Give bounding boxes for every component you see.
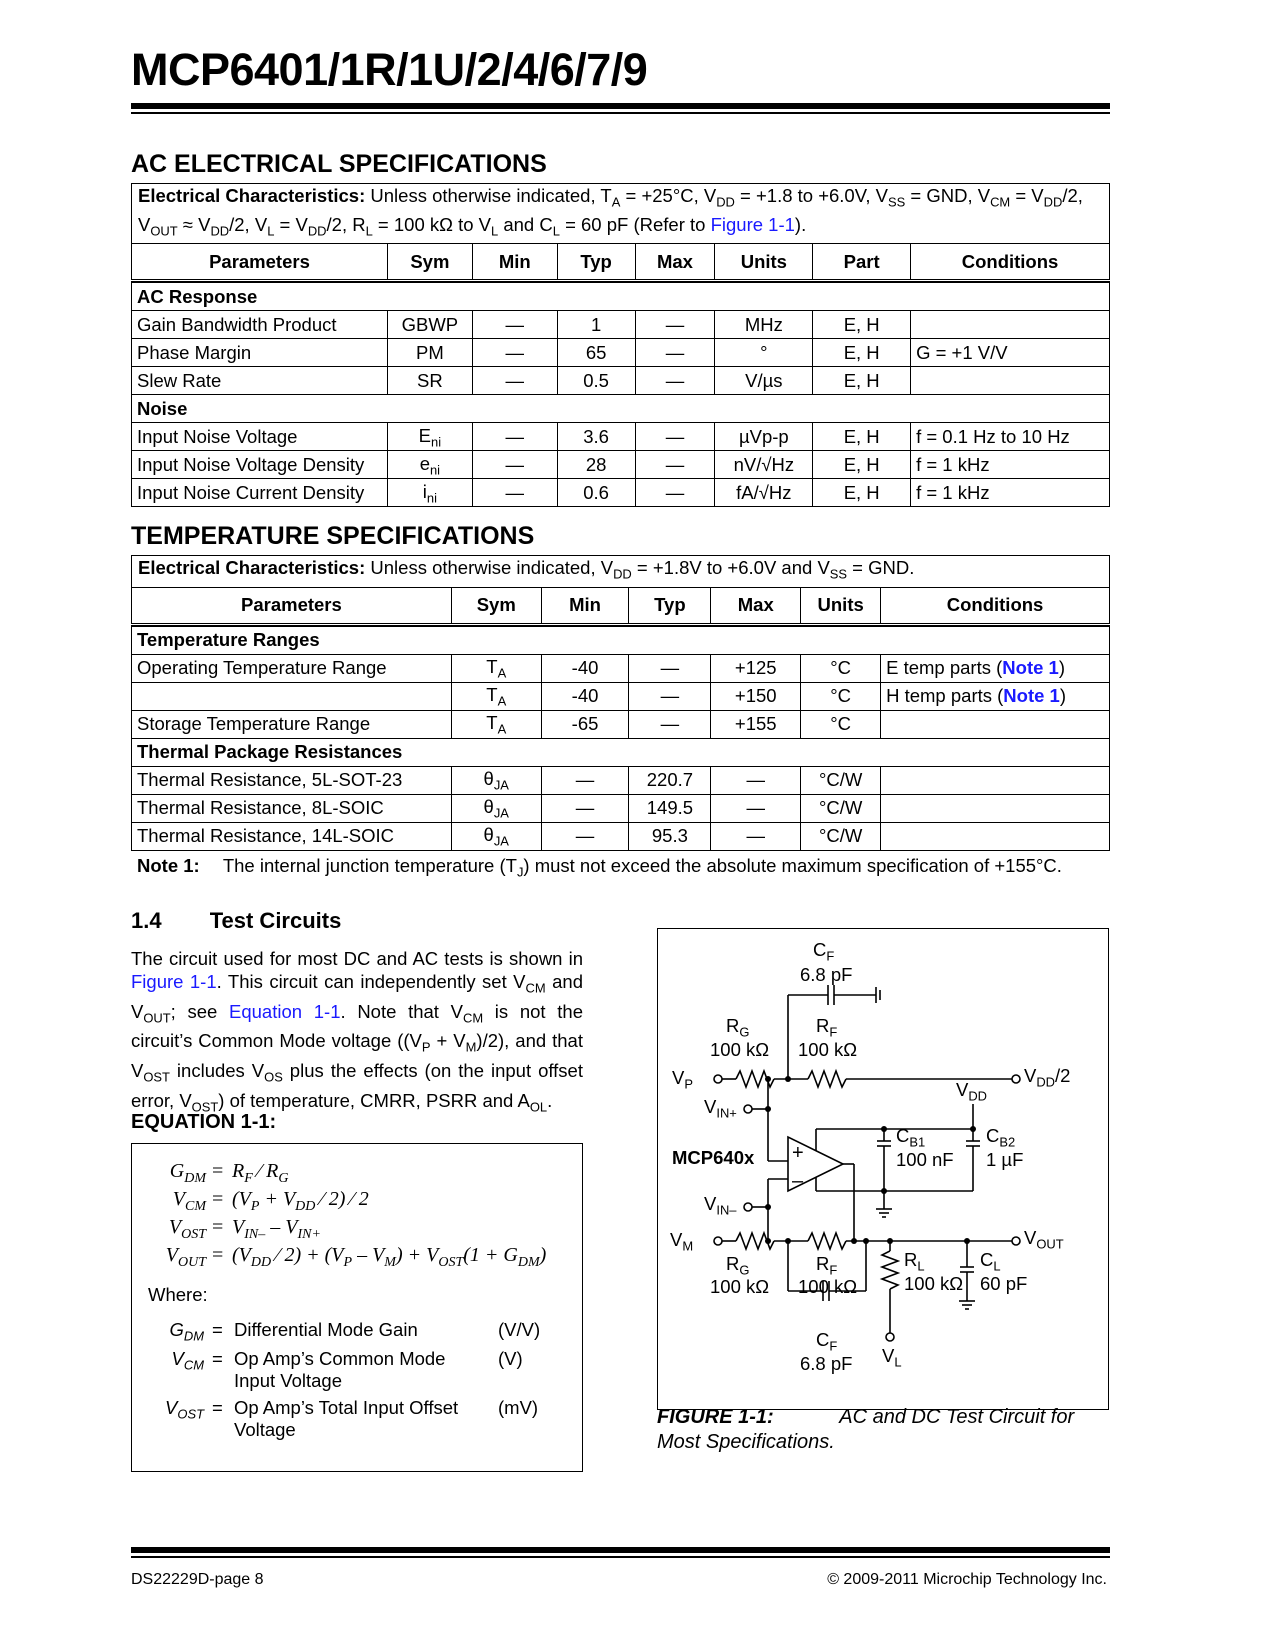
cf-top-value: 6.8 pF	[800, 964, 853, 985]
node-dot-6	[785, 1238, 791, 1244]
cell-typ: 1	[557, 311, 635, 339]
cell-units: µVp-p	[715, 423, 813, 451]
cell-max: +150	[711, 682, 801, 710]
vp-label: $V_P$	[672, 1067, 693, 1092]
column-header: Sym	[451, 587, 541, 624]
vdd2-terminal	[1012, 1075, 1020, 1083]
equation-box	[131, 1143, 583, 1472]
cell-units: °C	[801, 710, 881, 738]
cell-min: —	[541, 766, 629, 794]
test-circuits-body: The circuit used for most DC and AC tests is shown in Figure 1-1. This circuit can independently set $V_{CM}$ and $V_{OUT}$; see Equation 1-1. Note that $V_{CM}$ is not the circuit’s Common Mode voltage $((V_P + V_M)/2)$, and that $V_{OST}$ includes $V_{OS}$ plus the effects (on the input offset error, $V_{OST}$) of temperature, CMRR, PSRR and $A_{OL}$.	[131, 948, 583, 1115]
cell-param	[132, 682, 452, 710]
cell-max: —	[711, 794, 801, 822]
cell-max: —	[711, 822, 801, 850]
definition-unit: (V)	[498, 1348, 523, 1369]
temp-spec-table	[131, 555, 1110, 851]
node-dot-5	[765, 1238, 771, 1244]
cell-typ: —	[629, 710, 711, 738]
table-row	[132, 682, 1110, 710]
table-row	[132, 367, 1110, 395]
cell-min: —	[472, 339, 557, 367]
figure-caption	[657, 1405, 1107, 1455]
rf-top-label: $R_F$	[816, 1015, 838, 1040]
cell-units: fA/√Hz	[715, 479, 813, 507]
definition-symbol: $G_{DM}$	[169, 1319, 204, 1344]
table-row	[132, 423, 1110, 451]
equation-rhs: ($V_P + V_{DD}$ ⁄ 2) ⁄ 2	[232, 1188, 369, 1214]
equation-lhs: $G_{DM}$	[169, 1160, 206, 1186]
cell-units: °C/W	[801, 794, 881, 822]
cell-units: °C	[801, 654, 881, 682]
cell-cond: E temp parts (Note 1)	[881, 654, 1110, 682]
footer-rule-thin	[131, 1556, 1110, 1558]
section-number: 1.4	[131, 908, 162, 933]
column-header: Max	[711, 587, 801, 624]
cell-min: —	[472, 451, 557, 479]
definition-equals: =	[212, 1348, 223, 1369]
definition-unit: (mV)	[498, 1397, 539, 1418]
cb1-value: 100 nF	[896, 1149, 954, 1170]
cell-cond	[911, 367, 1110, 395]
cell-typ: —	[629, 654, 711, 682]
equation-lhs: $V_{CM}$	[172, 1188, 206, 1214]
cell-part: E, H	[813, 311, 911, 339]
rf-bottom-label: $R_F$	[816, 1253, 838, 1278]
cell-sym: $T_A$	[451, 710, 541, 738]
cell-units: °C/W	[801, 822, 881, 850]
conditions-cell: Electrical Characteristics: Unless otherwise indicated, $T_A = +25^\circ C$, $V_{DD} = +1.8$ to +6.0V, $V_{SS}$ = GND, $V_{CM} = V_{DD}/2$, $V_{OUT} \approx V_{DD}/2$, $V_L = V_{DD}/2$, $R_L = 100$ kΩ to $V_L$ and $C_L = 60$ pF (Refer to Figure 1-1).	[132, 184, 1110, 244]
cell-cond: f = 0.1 Hz to 10 Hz	[911, 423, 1110, 451]
cell-min: —	[472, 311, 557, 339]
cell-param: Thermal Resistance, 5L-SOT-23	[132, 766, 452, 794]
conditions-cell: Electrical Characteristics: Unless otherwise indicated, $V_{DD} = +1.8V$ to +6.0V and $V_{SS}$ = GND.	[132, 556, 1110, 588]
node-dot-1	[765, 1076, 771, 1082]
table-row	[132, 794, 1110, 822]
equals-sign: =	[212, 1244, 224, 1266]
column-header: Conditions	[911, 244, 1110, 281]
cell-param: Input Noise Voltage	[132, 423, 388, 451]
node-dot-11	[881, 1126, 887, 1132]
definition-text: Differential Mode Gain	[234, 1319, 418, 1340]
node-dot-8	[863, 1238, 869, 1244]
definition-text: Op Amp’s Common Mode Input Voltage	[234, 1348, 446, 1391]
rl-resistor	[882, 1251, 898, 1289]
rl-value: 100 kΩ	[904, 1273, 964, 1294]
equation-lhs: $V_{OUT}$	[165, 1244, 206, 1270]
cell-sym: $e_{ni}$	[387, 451, 472, 479]
cell-typ: 0.6	[557, 479, 635, 507]
vout-label: $V_{OUT}$	[1024, 1227, 1064, 1252]
equals-sign: =	[212, 1160, 224, 1182]
node-dot-12	[970, 1126, 976, 1132]
equals-sign: =	[212, 1216, 224, 1238]
cell-param: Phase Margin	[132, 339, 388, 367]
page-title: MCP6401/1R/1U/2/4/6/7/9	[131, 44, 648, 95]
group-header: Thermal Package Resistances	[132, 738, 1110, 766]
figure-box	[657, 928, 1109, 1410]
node-dot-9	[887, 1238, 893, 1244]
equals-sign: =	[212, 1188, 224, 1210]
cell-units: °C/W	[801, 766, 881, 794]
cell-typ: 95.3	[629, 822, 711, 850]
cell-max: —	[635, 367, 715, 395]
definition-symbol: $V_{CM}$	[171, 1348, 204, 1373]
cell-sym: $\theta_{JA}$	[451, 822, 541, 850]
cell-sym: $i_{ni}$	[387, 479, 472, 507]
footer-right: © 2009-2011 Microchip Technology Inc.	[827, 1571, 1107, 1588]
cell-min: -40	[541, 682, 629, 710]
column-header: Min	[541, 587, 629, 624]
table-row	[132, 451, 1110, 479]
column-header: Parameters	[132, 244, 388, 281]
cell-sym: PM	[387, 339, 472, 367]
equation-heading: EQUATION 1-1:	[131, 1111, 277, 1133]
column-header: Sym	[387, 244, 472, 281]
column-header: Min	[472, 244, 557, 281]
rf-top-resistor	[808, 1071, 846, 1087]
cell-param: Input Noise Current Density	[132, 479, 388, 507]
cell-max: —	[635, 423, 715, 451]
equation-rhs: $R_F$ ⁄ $R_G$	[232, 1160, 289, 1186]
cell-units: nV/√Hz	[715, 451, 813, 479]
definition-symbol: $V_{OST}$	[165, 1397, 204, 1422]
cell-max: —	[711, 766, 801, 794]
cell-sym: $E_{ni}$	[387, 423, 472, 451]
vdd2-label: $V_{DD}/2$	[1024, 1065, 1071, 1090]
cell-units: °C	[801, 682, 881, 710]
cell-typ: 220.7	[629, 766, 711, 794]
cell-max: —	[635, 339, 715, 367]
vl-terminal	[886, 1333, 894, 1341]
vdd-label: $V_{DD}$	[956, 1079, 988, 1104]
footer-rule	[131, 1547, 1110, 1553]
column-header: Conditions	[881, 587, 1110, 624]
table-row	[132, 654, 1110, 682]
vin-plus-label: $V_{IN+}$	[704, 1096, 737, 1121]
equation-rhs: ($V_{DD}$ ⁄ $2) + (V_P - V_M) + V_{OST}(1 + G_{DM})$	[232, 1244, 547, 1270]
vm-terminal	[714, 1237, 722, 1245]
column-header: Units	[801, 587, 881, 624]
table-row	[132, 822, 1110, 850]
rg-top-label: $R_G$	[726, 1015, 750, 1040]
cell-min: —	[472, 479, 557, 507]
cell-param: Slew Rate	[132, 367, 388, 395]
cell-part: E, H	[813, 451, 911, 479]
cell-units: MHz	[715, 311, 813, 339]
footer-left: DS22229D-page 8	[131, 1571, 264, 1588]
group-header: Temperature Ranges	[132, 626, 1110, 654]
cell-param: Storage Temperature Range	[132, 710, 452, 738]
cell-min: -40	[541, 654, 629, 682]
cl-label: $C_L$	[980, 1249, 1001, 1274]
vm-label: $V_M$	[670, 1229, 694, 1254]
cl-value: 60 pF	[980, 1273, 1028, 1294]
note-text: The internal junction temperature $(T_J)$ must not exceed the absolute maximum specification of +155°C.	[222, 855, 1062, 880]
temp-note	[137, 855, 1062, 880]
cell-typ: 28	[557, 451, 635, 479]
column-header: Parameters	[132, 587, 452, 624]
column-header: Part	[813, 244, 911, 281]
cell-sym: $\theta_{JA}$	[451, 766, 541, 794]
cell-param: Operating Temperature Range	[132, 654, 452, 682]
cell-cond	[911, 311, 1110, 339]
vin-minus-terminal	[744, 1203, 752, 1211]
cell-min: —	[472, 423, 557, 451]
table-row	[132, 479, 1110, 507]
test-circuit-diagram	[658, 929, 1108, 1409]
vp-terminal	[714, 1075, 722, 1083]
cell-typ: 65	[557, 339, 635, 367]
section-title: Test Circuits	[209, 908, 342, 933]
column-header: Units	[715, 244, 813, 281]
group-header: AC Response	[132, 283, 1110, 311]
ac-spec-heading: AC ELECTRICAL SPECIFICATIONS	[131, 150, 547, 178]
cell-sym: SR	[387, 367, 472, 395]
cell-cond	[881, 766, 1110, 794]
opamp-label: MCP640x	[672, 1147, 755, 1168]
where-label: Where:	[148, 1284, 208, 1305]
cell-sym: GBWP	[387, 311, 472, 339]
node-dot-3	[765, 1106, 771, 1112]
node-dot-13	[881, 1188, 887, 1194]
cell-part: E, H	[813, 339, 911, 367]
node-dot-7	[851, 1238, 857, 1244]
equation-rhs: $V_{IN-} - V_{IN+}$	[232, 1216, 321, 1242]
rg-top-value: 100 kΩ	[710, 1039, 770, 1060]
table-row	[132, 710, 1110, 738]
rf-bottom-resistor	[808, 1233, 846, 1249]
caption-text: AC and DC Test Circuit for	[839, 1406, 1075, 1428]
caption-line2: Most Specifications.	[657, 1431, 835, 1453]
cell-max: +125	[711, 654, 801, 682]
definition-equals: =	[212, 1397, 223, 1418]
equation-lhs: $V_{OST}$	[168, 1216, 206, 1242]
cell-cond: f = 1 kHz	[911, 451, 1110, 479]
temp-spec-heading: TEMPERATURE SPECIFICATIONS	[131, 522, 535, 550]
cell-sym: $T_A$	[451, 682, 541, 710]
cell-param: Gain Bandwidth Product	[132, 311, 388, 339]
cf-top-label: $C_F$	[813, 939, 835, 964]
group-header: Noise	[132, 395, 1110, 423]
cell-param: Thermal Resistance, 14L-SOIC	[132, 822, 452, 850]
cell-min: —	[472, 367, 557, 395]
column-header: Max	[635, 244, 715, 281]
cell-cond: G = +1 V/V	[911, 339, 1110, 367]
cell-cond: H temp parts (Note 1)	[881, 682, 1110, 710]
vin-minus-label: $V_{IN-}$	[704, 1193, 737, 1218]
node-dot-10	[964, 1238, 970, 1244]
rf-bottom-value: 100 kΩ	[798, 1276, 858, 1297]
column-header: Typ	[629, 587, 711, 624]
cell-cond: f = 1 kHz	[911, 479, 1110, 507]
cell-cond	[881, 794, 1110, 822]
cell-min: -65	[541, 710, 629, 738]
plus-sign: +	[792, 1142, 804, 1164]
cell-typ: 3.6	[557, 423, 635, 451]
vin-plus-terminal	[744, 1105, 752, 1113]
cf-bottom-value: 6.8 pF	[800, 1353, 853, 1374]
ac-spec-table	[131, 183, 1110, 507]
definition-equals: =	[212, 1319, 223, 1340]
cell-max: +155	[711, 710, 801, 738]
vl-label: $V_L$	[882, 1345, 902, 1370]
cell-min: —	[541, 794, 629, 822]
node-dot-2	[785, 1076, 791, 1082]
cell-min: —	[541, 822, 629, 850]
cell-part: E, H	[813, 479, 911, 507]
note-label: Note 1:	[137, 855, 200, 876]
cell-param: Thermal Resistance, 8L-SOIC	[132, 794, 452, 822]
node-dot-4	[765, 1204, 771, 1210]
table-row	[132, 311, 1110, 339]
cb2-value: 1 µF	[986, 1149, 1024, 1170]
cell-sym: $\theta_{JA}$	[451, 794, 541, 822]
header-rule	[131, 103, 1110, 109]
cell-part: E, H	[813, 367, 911, 395]
definition-unit: (V/V)	[498, 1319, 541, 1340]
cell-max: —	[635, 451, 715, 479]
rf-top-value: 100 kΩ	[798, 1039, 858, 1060]
table-row	[132, 766, 1110, 794]
cell-typ: —	[629, 682, 711, 710]
table-row	[132, 339, 1110, 367]
cell-units: °	[715, 339, 813, 367]
rg-bottom-label: $R_G$	[726, 1253, 750, 1278]
cell-typ: 149.5	[629, 794, 711, 822]
header-rule-thin	[131, 112, 1110, 114]
rl-label: $R_L$	[904, 1249, 925, 1274]
cell-max: —	[635, 479, 715, 507]
vout-terminal	[1012, 1237, 1020, 1245]
cell-cond	[881, 710, 1110, 738]
definition-text: Op Amp’s Total Input Offset Voltage	[234, 1397, 459, 1440]
cell-cond	[881, 822, 1110, 850]
cb1-label: $C_{B1}$	[896, 1125, 926, 1150]
caption-label: FIGURE 1-1:	[657, 1406, 774, 1428]
cell-part: E, H	[813, 423, 911, 451]
cell-units: V/µs	[715, 367, 813, 395]
minus-sign: –	[792, 1170, 804, 1192]
cell-sym: $T_A$	[451, 654, 541, 682]
cf-bottom-label: $C_F$	[816, 1329, 838, 1354]
section-heading	[131, 908, 341, 934]
cell-typ: 0.5	[557, 367, 635, 395]
rg-bottom-value: 100 kΩ	[710, 1276, 770, 1297]
column-header: Typ	[557, 244, 635, 281]
cell-max: —	[635, 311, 715, 339]
cb2-label: $C_{B2}$	[986, 1125, 1016, 1150]
cell-param: Input Noise Voltage Density	[132, 451, 388, 479]
